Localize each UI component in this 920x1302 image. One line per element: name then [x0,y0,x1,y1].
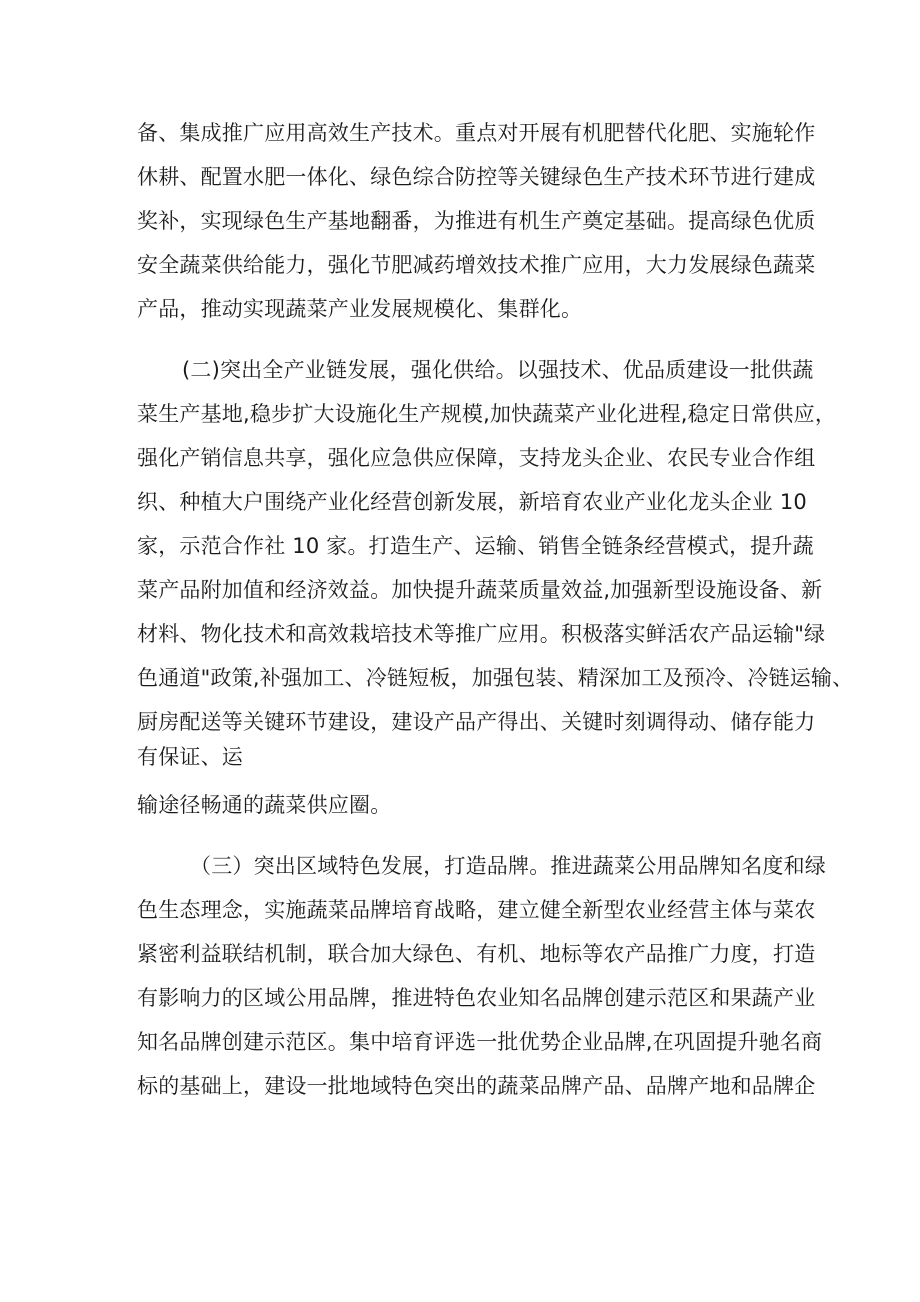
paragraph-1-line-4: 安全蔬菜供给能力，强化节肥减药增效技术推广应用，大力发展绿色蔬菜 [137,253,816,277]
paragraph-1-line-3: 奖补，实现绿色生产基地翻番，为推进有机生产奠定基础。提高绿色优质 [137,209,816,233]
paragraph-2-line-2: 菜生产基地,稳步扩大设施化生产规模,加快蔬菜产业化进程,稳定日常供应， [137,402,837,426]
paragraph-2-line-3: 强化产销信息共享，强化应急供应保障，支持龙头企业、农民专业合作组 [137,446,816,470]
paragraph-1-line-2: 休耕、配置水肥一体化、绿色综合防控等关键绿色生产技术环节进行建成 [137,165,816,189]
paragraph-3-line-4: 有影响力的区域公用品牌，推进特色农业知名品牌创建示范区和果蔬产业 [137,986,816,1010]
paragraph-2-line-4: 织、种植大户围绕产业化经营创新发展，新培育农业产业化龙头企业 10 [137,490,807,514]
paragraph-2-line-11: 输途径畅通的蔬菜供应圈。 [137,793,392,817]
paragraph-2-line-7: 材料、物化技术和高效栽培技术等推广应用。积极落实鲜活农产品运输"绿 [137,622,826,646]
paragraph-3-line-3: 紧密利益联结机制，联合加大绿色、有机、地标等农产品推广力度，打造 [137,942,816,966]
paragraph-2-line-9: 厨房配送等关键环节建设，建设产品产得出、关键时刻调得动、储存能力 [137,710,816,734]
paragraph-3-line-6: 标的基础上，建设一批地域特色突出的蔬菜品牌产品、品牌产地和品牌企 [137,1074,816,1098]
paragraph-2-line-8: 色通道"政策,补强加工、冷链短板，加强包装、精深加工及预冷、冷链运输、 [137,666,854,690]
paragraph-2-line-1: (二)突出全产业链发展，强化供给。以强技术、优品质建设一批供蔬 [182,358,814,382]
paragraph-1-line-1: 备、集成推广应用高效生产技术。重点对开展有机肥替代化肥、实施轮作 [137,121,816,145]
paragraph-3-line-5: 知名品牌创建示范区。集中培育评选一批优势企业品牌,在巩固提升驰名商 [137,1030,823,1054]
paragraph-2-line-5: 家，示范合作社 10 家。打造生产、运输、销售全链条经营模式，提升蔬 [137,534,814,558]
paragraph-3-line-1: （三）突出区域特色发展，打造品牌。推进蔬菜公用品牌知名度和绿 [190,854,826,878]
paragraph-1-line-5: 产品，推动实现蔬菜产业发展规模化、集群化。 [137,297,583,321]
paragraph-3-line-2: 色生态理念，实施蔬菜品牌培育战略，建立健全新型农业经营主体与菜农 [137,898,816,922]
paragraph-2-line-6: 菜产品附加值和经济效益。加快提升蔬菜质量效益,加强新型设施设备、新 [137,578,823,602]
paragraph-2-line-10: 有保证、运 [137,745,243,769]
